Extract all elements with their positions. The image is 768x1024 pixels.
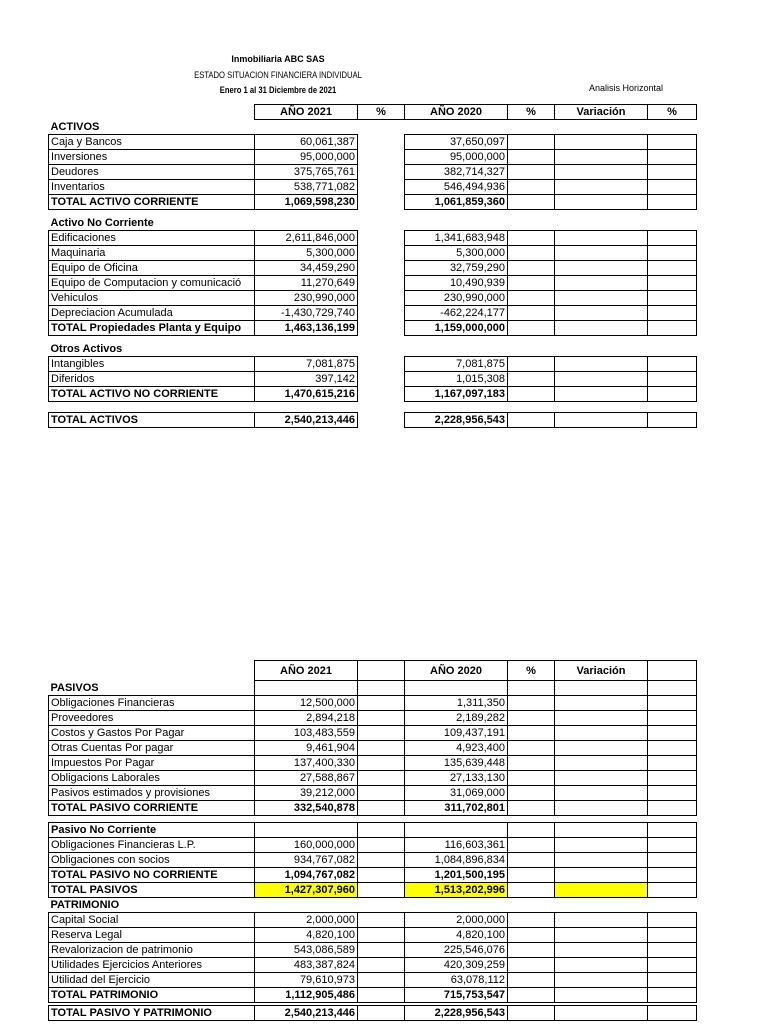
total-label: TOTAL PASIVO Y PATRIMONIO bbox=[49, 1006, 255, 1021]
analysis-title: Analisis Horizontal bbox=[588, 83, 664, 93]
section-row bbox=[49, 898, 697, 913]
value-2020: 4,820,100 bbox=[405, 928, 508, 943]
table-row bbox=[49, 135, 697, 150]
value-2020: 32,759,290 bbox=[405, 261, 508, 276]
total-label: TOTAL PATRIMONIO bbox=[49, 988, 255, 1003]
value-2021: 4,820,100 bbox=[255, 928, 358, 943]
row-label: Intangibles bbox=[49, 357, 255, 372]
table-row bbox=[49, 711, 697, 726]
total-2021-highlighted: 1,427,307,960 bbox=[255, 883, 358, 898]
total-2021: 2,540,213,446 bbox=[255, 1006, 358, 1021]
section-title-pasivo-no-corriente: Pasivo No Corriente bbox=[49, 823, 255, 838]
row-label: Otras Cuentas Por pagar bbox=[49, 741, 255, 756]
table-row bbox=[49, 741, 697, 756]
table-row bbox=[49, 726, 697, 741]
row-label: Proveedores bbox=[49, 711, 255, 726]
value-2021: 397,142 bbox=[255, 372, 358, 387]
col-header-2020: AÑO 2020 bbox=[405, 661, 508, 681]
total-2020: 715,753,547 bbox=[405, 988, 508, 1003]
value-2020: 1,015,308 bbox=[405, 372, 508, 387]
table-row bbox=[49, 261, 697, 276]
row-label: Caja y Bancos bbox=[49, 135, 255, 150]
table-row bbox=[49, 231, 697, 246]
total-2020: 2,228,956,543 bbox=[405, 1006, 508, 1021]
value-2021: 137,400,330 bbox=[255, 756, 358, 771]
value-2021: 79,610,973 bbox=[255, 973, 358, 988]
value-2020: 31,069,000 bbox=[405, 786, 508, 801]
table-row bbox=[49, 928, 697, 943]
total-label: TOTAL ACTIVOS bbox=[49, 413, 255, 428]
total-2021: 1,470,615,216 bbox=[255, 387, 358, 402]
value-2021: 12,500,000 bbox=[255, 696, 358, 711]
value-2021: 543,086,589 bbox=[255, 943, 358, 958]
row-label: Utilidades Ejercicios Anteriores bbox=[49, 958, 255, 973]
table-row bbox=[49, 291, 697, 306]
assets-table bbox=[48, 104, 697, 428]
total-2020: 2,228,956,543 bbox=[405, 413, 508, 428]
col-header-variation: Variación bbox=[555, 661, 648, 681]
value-2020: 10,490,939 bbox=[405, 276, 508, 291]
col-header-pct: % bbox=[508, 105, 555, 120]
statement-title: ESTADO SITUACION FINANCIERA INDIVIDUAL bbox=[194, 70, 362, 80]
value-2020: 135,639,448 bbox=[405, 756, 508, 771]
section-row bbox=[49, 216, 697, 231]
value-2020: 116,603,361 bbox=[405, 838, 508, 853]
value-2021: 103,483,559 bbox=[255, 726, 358, 741]
value-2020: 230,990,000 bbox=[405, 291, 508, 306]
total-row bbox=[49, 1006, 697, 1021]
table-row bbox=[49, 853, 697, 868]
value-2020: 420,309,259 bbox=[405, 958, 508, 973]
value-2020: 546,494,936 bbox=[405, 180, 508, 195]
table-row bbox=[49, 771, 697, 786]
total-2021: 1,463,136,199 bbox=[255, 321, 358, 336]
table-row bbox=[49, 372, 697, 387]
section-title-pasivos: PASIVOS bbox=[50, 681, 99, 694]
value-2021: 230,990,000 bbox=[255, 291, 358, 306]
total-label: TOTAL ACTIVO CORRIENTE bbox=[49, 195, 255, 210]
total-2020: 1,061,859,360 bbox=[405, 195, 508, 210]
section-title-otros-activos: Otros Activos bbox=[50, 343, 123, 355]
assets-header-row bbox=[49, 105, 697, 120]
row-label: Reserva Legal bbox=[49, 928, 255, 943]
value-2020: 27,133,130 bbox=[405, 771, 508, 786]
row-label: Pasivos estimados y provisiones bbox=[49, 786, 255, 801]
row-label: Impuestos Por Pagar bbox=[49, 756, 255, 771]
total-label: TOTAL PASIVO CORRIENTE bbox=[49, 801, 255, 816]
value-2021: 9,461,904 bbox=[255, 741, 358, 756]
value-2020: 1,341,683,948 bbox=[405, 231, 508, 246]
col-header-pct: % bbox=[648, 105, 697, 120]
total-2020: 1,201,500,195 bbox=[405, 868, 508, 883]
value-2021: 34,459,290 bbox=[255, 261, 358, 276]
section-row bbox=[49, 342, 697, 357]
col-header-pct: % bbox=[358, 105, 405, 120]
table-row bbox=[49, 165, 697, 180]
total-2021: 1,069,598,230 bbox=[255, 195, 358, 210]
total-2021: 2,540,213,446 bbox=[255, 413, 358, 428]
total-row bbox=[49, 868, 697, 883]
value-2021: 934,767,082 bbox=[255, 853, 358, 868]
value-2021: 538,771,082 bbox=[255, 180, 358, 195]
table-row bbox=[49, 180, 697, 195]
row-label: Revalorizacion de patrimonio bbox=[49, 943, 255, 958]
col-header-variation: Variación bbox=[555, 105, 648, 120]
total-row bbox=[49, 413, 697, 428]
value-2020: 7,081,875 bbox=[405, 357, 508, 372]
total-2020: 311,702,801 bbox=[405, 801, 508, 816]
row-label: Inversiones bbox=[49, 150, 255, 165]
total-label: TOTAL Propiedades Planta y Equipo bbox=[49, 321, 255, 336]
total-row bbox=[49, 883, 697, 898]
variation-highlight-cell bbox=[555, 883, 648, 898]
table-row bbox=[49, 306, 697, 321]
company-name: Inmobiliaria ABC SAS bbox=[231, 54, 325, 64]
total-row bbox=[49, 387, 697, 402]
col-header-pct: % bbox=[508, 661, 555, 681]
total-row bbox=[49, 195, 697, 210]
value-2021: 160,000,000 bbox=[255, 838, 358, 853]
value-2021: 60,061,387 bbox=[255, 135, 358, 150]
total-2021: 1,094,767,082 bbox=[255, 868, 358, 883]
row-label: Obligaciones con socios bbox=[49, 853, 255, 868]
col-header-2020: AÑO 2020 bbox=[405, 105, 508, 120]
table-row bbox=[49, 913, 697, 928]
value-2020: 2,189,282 bbox=[405, 711, 508, 726]
value-2021: 11,270,649 bbox=[255, 276, 358, 291]
row-label: Edificaciones bbox=[49, 231, 255, 246]
section-title-activos: ACTIVOS bbox=[50, 120, 100, 133]
total-row bbox=[49, 801, 697, 816]
table-row bbox=[49, 150, 697, 165]
table-row bbox=[49, 696, 697, 711]
table-row bbox=[49, 973, 697, 988]
section-row bbox=[49, 681, 697, 696]
statement-period: Enero 1 al 31 Diciembre de 2021 bbox=[219, 85, 337, 95]
value-2021: 7,081,875 bbox=[255, 357, 358, 372]
total-label: TOTAL PASIVOS bbox=[49, 883, 255, 898]
row-label: Equipo de Oficina bbox=[49, 261, 255, 276]
value-2021: 2,611,846,000 bbox=[255, 231, 358, 246]
value-2021: -1,430,729,740 bbox=[255, 306, 358, 321]
row-label: Obligaciones Financieras L.P. bbox=[49, 838, 255, 853]
col-header-blank bbox=[358, 661, 405, 681]
value-2020: 109,437,191 bbox=[405, 726, 508, 741]
value-2021: 483,387,824 bbox=[255, 958, 358, 973]
row-label: Vehiculos bbox=[49, 291, 255, 306]
table-row bbox=[49, 357, 697, 372]
section-title-no-corriente: Activo No Corriente bbox=[50, 217, 154, 229]
value-2020: 63,078,112 bbox=[405, 973, 508, 988]
row-label: Obligaciones Financieras bbox=[49, 696, 255, 711]
row-label: Capital Social bbox=[49, 913, 255, 928]
value-2021: 2,000,000 bbox=[255, 913, 358, 928]
value-2021: 2,894,218 bbox=[255, 711, 358, 726]
col-header-2021: AÑO 2021 bbox=[255, 661, 358, 681]
value-2020: 95,000,000 bbox=[405, 150, 508, 165]
total-2020: 1,167,097,183 bbox=[405, 387, 508, 402]
total-label: TOTAL PASIVO NO CORRIENTE bbox=[49, 868, 255, 883]
value-2020: 4,923,400 bbox=[405, 741, 508, 756]
col-header-2021: AÑO 2021 bbox=[255, 105, 358, 120]
value-2020: 225,546,076 bbox=[405, 943, 508, 958]
value-2021: 375,765,761 bbox=[255, 165, 358, 180]
value-2020: -462,224,177 bbox=[405, 306, 508, 321]
total-label: TOTAL ACTIVO NO CORRIENTE bbox=[49, 387, 255, 402]
row-label: Utilidad del Ejercicio bbox=[49, 973, 255, 988]
table-row bbox=[49, 958, 697, 973]
value-2020: 382,714,327 bbox=[405, 165, 508, 180]
table-row bbox=[49, 756, 697, 771]
total-row bbox=[49, 988, 697, 1003]
total-2020-highlighted: 1,513,202,996 bbox=[405, 883, 508, 898]
value-2020: 37,650,097 bbox=[405, 135, 508, 150]
total-2021: 332,540,878 bbox=[255, 801, 358, 816]
value-2021: 95,000,000 bbox=[255, 150, 358, 165]
section-row bbox=[49, 823, 697, 838]
table-row bbox=[49, 838, 697, 853]
row-label: Costos y Gastos Por Pagar bbox=[49, 726, 255, 741]
row-label: Depreciacion Acumulada bbox=[49, 306, 255, 321]
total-2020: 1,159,000,000 bbox=[405, 321, 508, 336]
table-row bbox=[49, 786, 697, 801]
row-label: Inventarios bbox=[49, 180, 255, 195]
section-title-patrimonio: PATRIMONIO bbox=[50, 899, 120, 911]
table-row bbox=[49, 246, 697, 261]
row-label: Diferidos bbox=[49, 372, 255, 387]
liabilities-header-row bbox=[49, 661, 697, 681]
total-2021: 1,112,905,486 bbox=[255, 988, 358, 1003]
liabilities-table bbox=[48, 660, 697, 1021]
row-label: Equipo de Computacion y comunicació bbox=[49, 276, 255, 291]
section-row bbox=[49, 120, 697, 135]
value-2021: 27,588,867 bbox=[255, 771, 358, 786]
value-2021: 5,300,000 bbox=[255, 246, 358, 261]
total-row bbox=[49, 321, 697, 336]
row-label: Obligacions Laborales bbox=[49, 771, 255, 786]
col-header-blank bbox=[648, 661, 697, 681]
row-label: Deudores bbox=[49, 165, 255, 180]
value-2020: 1,311,350 bbox=[405, 696, 508, 711]
value-2020: 1,084,896,834 bbox=[405, 853, 508, 868]
table-row bbox=[49, 276, 697, 291]
table-row bbox=[49, 943, 697, 958]
value-2021: 39,212,000 bbox=[255, 786, 358, 801]
value-2020: 2,000,000 bbox=[405, 913, 508, 928]
value-2020: 5,300,000 bbox=[405, 246, 508, 261]
row-label: Maquinaria bbox=[49, 246, 255, 261]
